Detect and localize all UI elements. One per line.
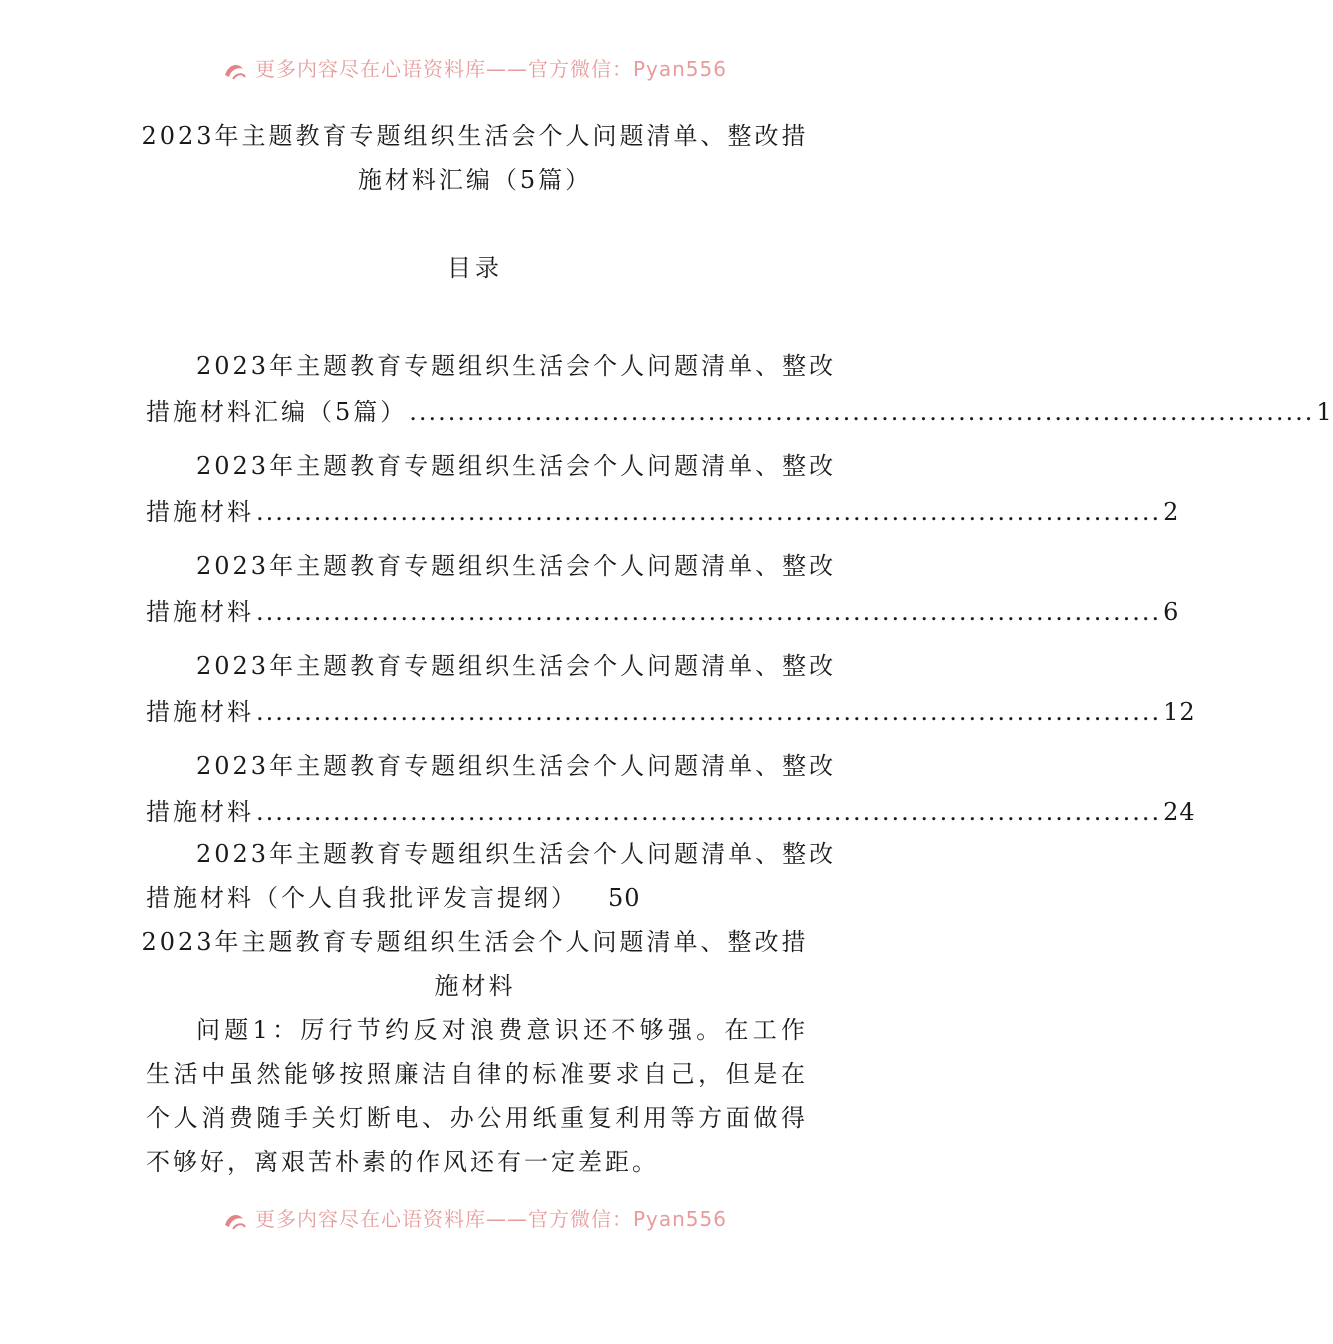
toc-entry-subtitle: 措施材料汇编（5篇）	[146, 398, 408, 426]
header-watermark-text: 更多内容尽在心语资料库——官方微信：Pyan556	[254, 57, 727, 81]
toc-entry[interactable]	[146, 644, 1196, 744]
toc-page-number: 2	[1163, 498, 1180, 526]
logo-icon	[223, 1211, 247, 1231]
toc-page-number: 24	[1163, 798, 1196, 826]
toc-page-number: 12	[1163, 698, 1196, 726]
toc-heading: 目录	[447, 254, 503, 282]
toc-entry-title: 2023年主题教育专题组织生活会个人问题清单、整改	[196, 652, 837, 680]
footer-watermark	[0, 1206, 950, 1232]
toc-entry-subtitle: 措施材料（个人自我批评发言提纲）	[146, 884, 578, 912]
document-title: 2023年主题教育专题组织生活会个人问题清单、整改措施材料汇编（5篇）	[141, 122, 809, 194]
toc-entry-title: 2023年主题教育专题组织生活会个人问题清单、整改	[196, 352, 837, 380]
toc-page-number: 50	[608, 884, 641, 912]
toc-entry-subtitle: 措施材料	[146, 698, 254, 726]
toc-page-number: 1	[1316, 398, 1333, 426]
toc-leader-dots: ..............................................................................................	[256, 598, 1162, 626]
body-paragraph: 问题1：厉行节约反对浪费意识还不够强。在工作生活中虽然能够按照廉洁自律的标准要求自己，但是在个人消费随手关灯断电、办公用纸重复利用等方面做得不够好，离艰苦朴素的作风还有一定差距。	[146, 1016, 808, 1176]
toc-entry[interactable]	[146, 744, 1196, 844]
toc-leader-dots: ..............................................................................................	[256, 798, 1162, 826]
footer-watermark-text: 更多内容尽在心语资料库——官方微信：Pyan556	[254, 1207, 727, 1231]
toc-entry[interactable]	[146, 344, 1333, 444]
toc-leader-dots: ..............................................................................................	[409, 398, 1315, 426]
toc-page-number: 6	[1163, 598, 1180, 626]
toc-entry-subtitle: 措施材料	[146, 798, 254, 826]
toc-entry-title: 2023年主题教育专题组织生活会个人问题清单、整改	[196, 752, 837, 780]
toc-entry[interactable]	[146, 544, 1180, 644]
toc-entry-title: 2023年主题教育专题组织生活会个人问题清单、整改	[196, 840, 837, 868]
toc-entry-title: 2023年主题教育专题组织生活会个人问题清单、整改	[196, 552, 837, 580]
section-title: 2023年主题教育专题组织生活会个人问题清单、整改措施材料	[141, 928, 809, 1000]
header-watermark	[0, 56, 950, 82]
toc-leader-dots: ..............................................................................................	[256, 698, 1162, 726]
toc-leader-dots: ..............................................................................................	[256, 498, 1162, 526]
toc-entry-subtitle: 措施材料	[146, 498, 254, 526]
logo-icon	[223, 61, 247, 81]
toc-entry-title: 2023年主题教育专题组织生活会个人问题清单、整改	[196, 452, 837, 480]
toc-entry-last[interactable]	[146, 832, 837, 920]
toc-entry[interactable]	[146, 444, 1180, 544]
table-of-contents	[146, 344, 1333, 844]
toc-entry-subtitle: 措施材料	[146, 598, 254, 626]
